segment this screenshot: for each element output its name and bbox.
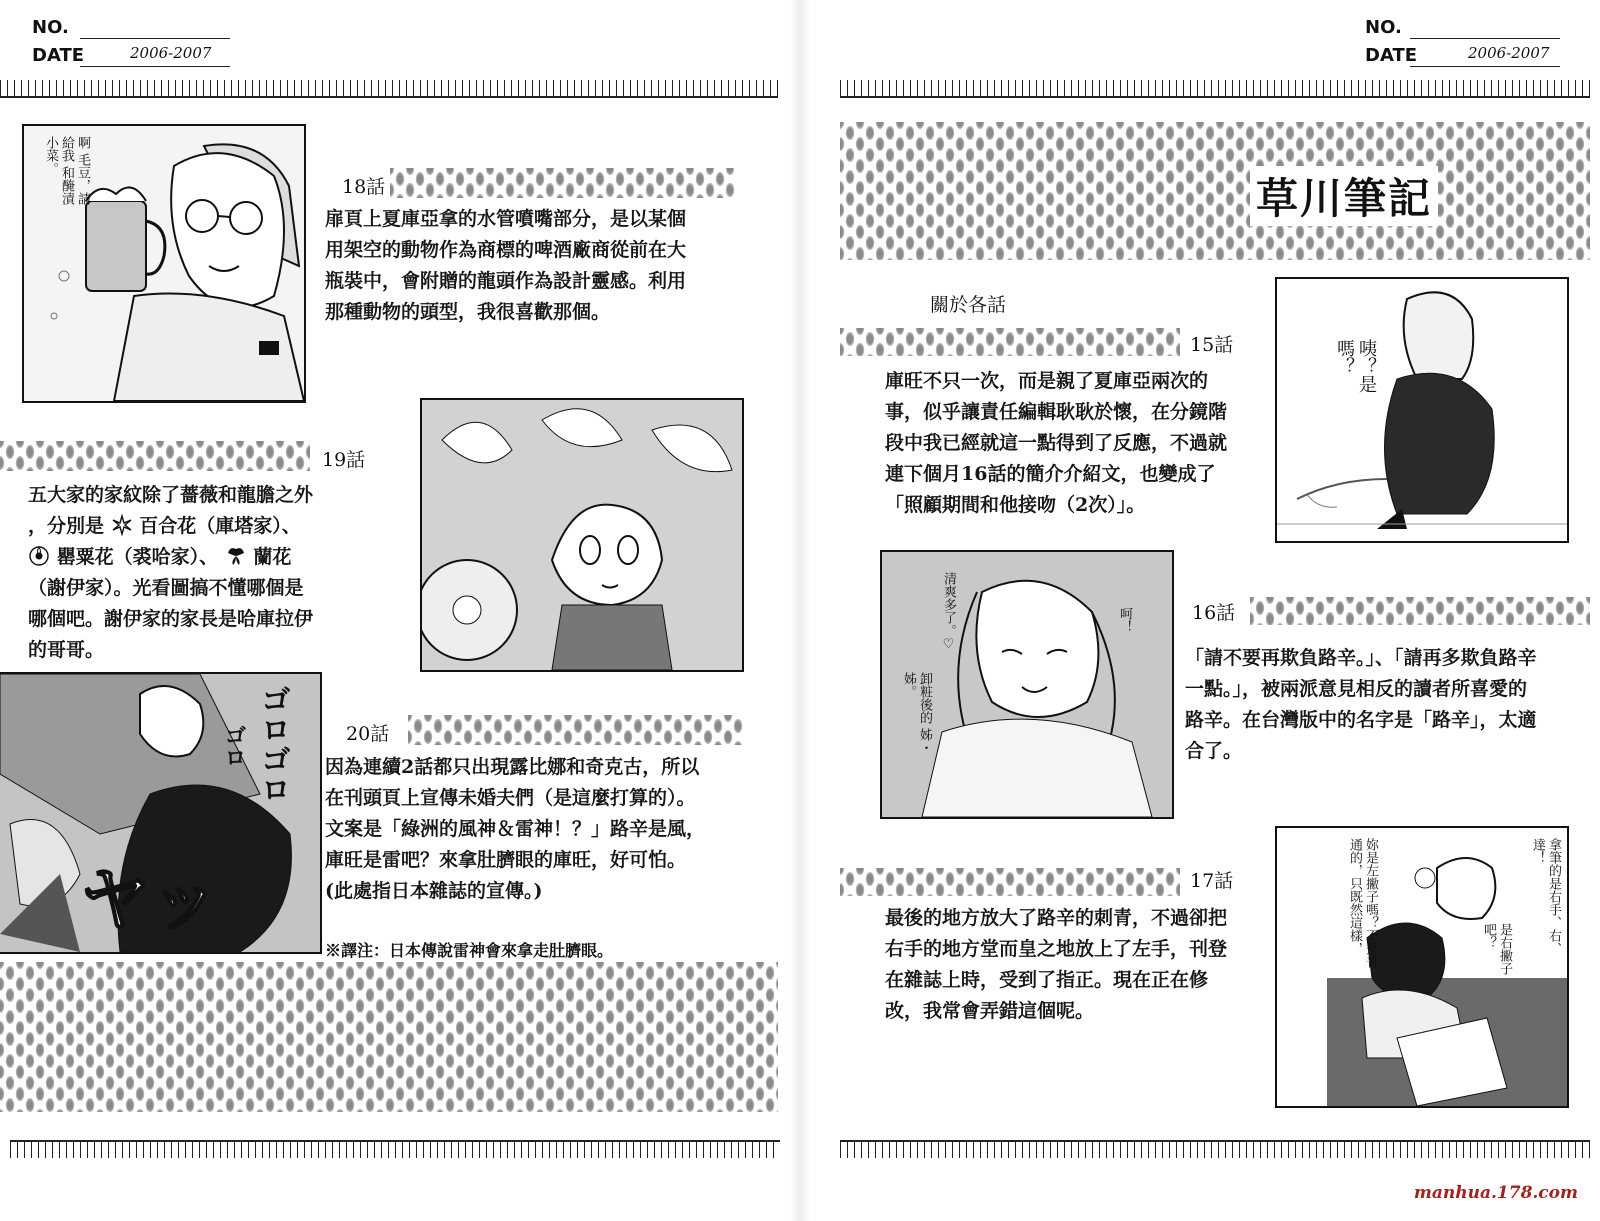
flowers-and-child-illustration <box>422 400 742 670</box>
ep15-pattern-bar <box>840 328 1180 356</box>
ep15-text: 庫旺不只一次，而是親了夏庫亞兩次的事，似乎讓責任編輯耿耿於懷，在分鏡階段中我已經就這一點得到了反應，不過就連下個月16話的簡介介紹文，也變成了「照顧期間和他接吻（2次）」。 <box>885 370 1228 516</box>
ep18-label: 18話 <box>338 172 389 199</box>
ep19-line-4: （謝伊家）。光看圖搞不懂哪個是 <box>28 577 304 599</box>
section-subhead: 關於各話 <box>930 294 1007 316</box>
ep19-line-1: 五大家的家紋除了薔薇和龍膽之外 <box>28 484 314 506</box>
bottom-pattern-block <box>0 962 778 1112</box>
ep17-bubble-righthand: 拿筆的是右手、右、達！ <box>1530 838 1561 955</box>
page-title: 草川筆記 <box>1250 166 1438 226</box>
date-label-right: DATE <box>1365 45 1418 66</box>
ep18-text: 扉頁上夏庫亞拿的水管噴嘴部分，是以某個用架空的動物作為商標的啤酒廠商從前在大瓶裝中，會附贈的龍頭作為設計靈感。利用那種動物的頭型，我很喜歡那個。 <box>325 208 687 323</box>
panel-ep17 <box>1275 826 1569 1108</box>
no-line-right <box>1410 38 1560 39</box>
ep20-label: 20話 <box>342 719 393 746</box>
title-pattern-block <box>840 122 1590 260</box>
date-line <box>80 66 230 67</box>
site-watermark: manhua.178.com <box>1413 1183 1578 1203</box>
date-value: 2006-2007 <box>130 44 212 62</box>
no-line <box>80 38 230 39</box>
sfx-rumble-2: ゴロ <box>221 724 246 768</box>
date-label: DATE <box>32 45 85 66</box>
ep20-pattern-bar <box>408 715 743 745</box>
left-page <box>0 0 790 1221</box>
ep19-line-3a: 罌粟花（裘哈家）、 <box>56 546 219 568</box>
ep18-pattern-bar <box>390 168 735 198</box>
panel-ep20 <box>0 672 322 954</box>
ep16-pattern-bar <box>1250 597 1590 625</box>
bottom-ruler <box>10 1140 780 1158</box>
ep19-line-3 <box>28 542 413 573</box>
ep17-bubble-lefty: 妳是左撇子嗎？不是普通的，只既然這樣， <box>1347 838 1378 968</box>
ep17-label: 17話 <box>1186 866 1237 893</box>
ep15-bubble-huh: 咦？是 嗎？ <box>1334 339 1377 393</box>
bottom-ruler-right <box>840 1140 1590 1158</box>
ep19-text <box>28 480 413 666</box>
right-page <box>810 0 1600 1221</box>
ep16-label: 16話 <box>1188 598 1239 625</box>
panel-ep15-top <box>1275 277 1569 543</box>
ep19-label: 19話 <box>318 445 369 472</box>
ep17-text: 最後的地方放大了路辛的刺青，不過卻把右手的地方堂而皇之地放上了左手，刊登在雜誌上時，受到了指正。現在正在修改，我常會弄錯這個呢。 <box>885 907 1228 1022</box>
top-ruler-right <box>840 80 1590 98</box>
orchid-crest-icon <box>225 545 247 567</box>
panel-ep15-bottom <box>880 550 1174 819</box>
date-value-right: 2006-2007 <box>1468 44 1550 62</box>
ep19-line-2 <box>28 511 413 542</box>
ep19-line-5: 哪個吧。謝伊家的家長是哈庫拉伊 <box>28 608 314 630</box>
ep20-text: 因為連續2話都只出現露比娜和奇克古，所以在刊頭頁上宣傳未婚夫們（是這麼打算的）。文案是「綠洲的風神＆雷神！？」路辛是風，庫旺是雷吧？來拿肚臍眼的庫旺，好可怕。(此處指日本雜誌的宣傳。) <box>325 756 706 902</box>
ep15-label: 15話 <box>1186 330 1237 357</box>
ep15-bubble-sister: 卸粧後的 姊・姊。 <box>901 672 932 755</box>
top-ruler <box>0 80 778 98</box>
page-gutter <box>790 0 810 1221</box>
poppy-crest-icon <box>28 545 50 567</box>
ep19-pattern-bar <box>0 441 310 471</box>
sfx-rumble: ゴロゴロ <box>255 684 290 804</box>
panel-ep19 <box>420 398 744 672</box>
ep19-line-2b: 百合花（庫塔家）、 <box>139 515 301 537</box>
ep15-bubble-heh: 呵！ <box>1117 607 1132 633</box>
lily-crest-icon <box>111 514 133 536</box>
panel-ep18 <box>22 124 306 403</box>
no-label-right: NO. <box>1365 17 1402 38</box>
ep17-bubble-righty: 是右撇子吧？ <box>1481 923 1512 975</box>
ep20-footnote: ※譯注：日本傳說雷神會來拿走肚臍眼。 <box>325 941 614 960</box>
no-label: NO. <box>32 17 69 38</box>
date-line-right <box>1410 66 1560 67</box>
ep19-line-3b: 蘭花 <box>253 546 292 568</box>
ep16-text: 「請不要再欺負路辛。」、「請再多欺負路辛一點。」，被兩派意見相反的讀者所喜愛的路辛。在台灣版中的名字是「路辛」，太適合了。 <box>1185 647 1537 762</box>
ep18-bubble: 啊 毛豆，請給我 和醃漬 小菜。 <box>43 136 90 206</box>
ep17-pattern-bar <box>840 868 1180 896</box>
ep19-line-6: 的哥哥。 <box>28 639 105 661</box>
ep15-bubble-fresh: 清爽多了。♡ <box>941 572 956 652</box>
sfx-yah: ヤッ <box>80 859 220 941</box>
ep19-line-2a: ，分別是 <box>28 515 105 537</box>
